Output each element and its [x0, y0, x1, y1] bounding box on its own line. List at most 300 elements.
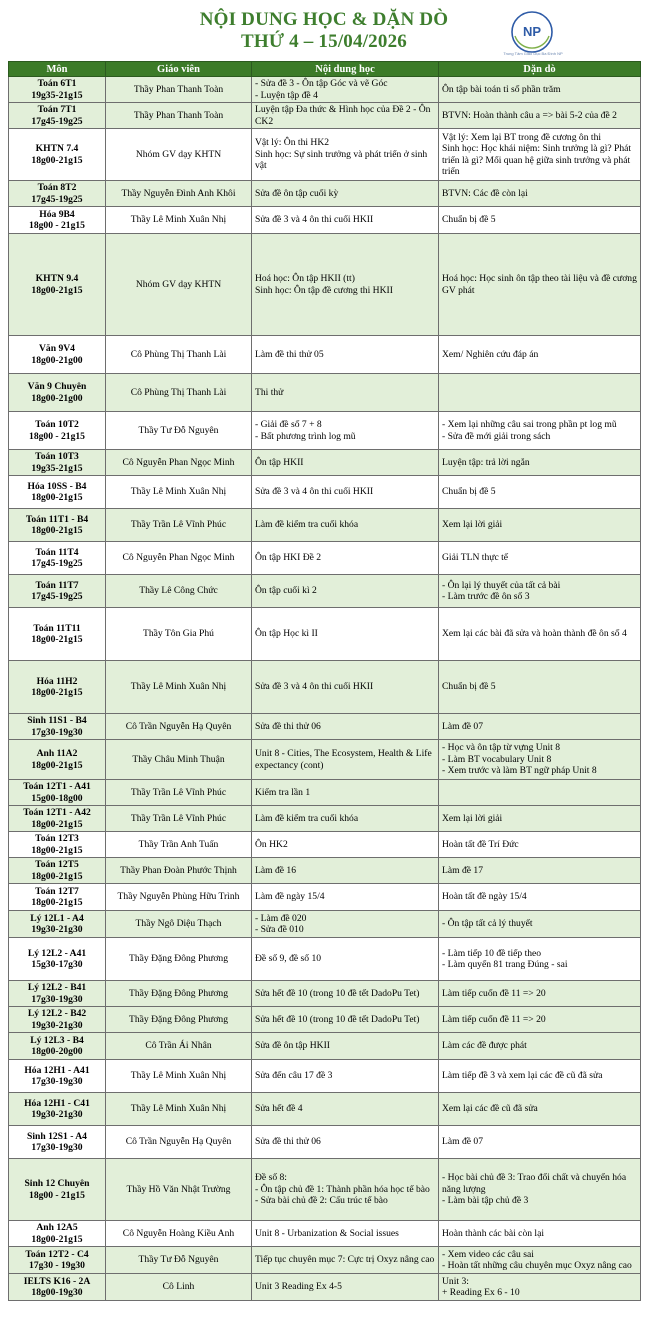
subject-line: Toán 12T3	[35, 833, 79, 844]
content-line: - Làm đề 020	[255, 912, 307, 924]
homework-cell	[439, 608, 641, 661]
page-subtitle-date: THỨ 4 – 15/04/2026	[241, 31, 407, 52]
subject-line: Sinh 12S1 - A4	[27, 1130, 87, 1142]
subject-cell	[9, 1060, 106, 1093]
content-line: Luyện tập Đa thức & Hình học của Đề 2 - Ôn CK2	[255, 104, 431, 127]
homework-line: BTVN: Hoàn thành câu a => bài 5-2 của đề 2	[442, 109, 617, 121]
subject-cell	[9, 1159, 106, 1221]
teacher-cell: Thầy Đặng Đông Phương	[106, 938, 252, 981]
content-line: Unit 8 - Urbanization & Social issues	[255, 1227, 399, 1239]
homework-line: Chuẩn bị đề 5	[442, 486, 496, 498]
homework-cell	[439, 542, 641, 575]
content-cell	[252, 858, 439, 884]
content-cell	[252, 981, 439, 1007]
homework-cell	[439, 938, 641, 981]
subject-line: Anh 12A5	[36, 1222, 78, 1233]
teacher-cell: Thầy Trần Lê Vĩnh Phúc	[106, 780, 252, 806]
subject-cell	[9, 336, 106, 374]
logo-letters: NP	[522, 24, 542, 39]
page-title: NỘI DUNG HỌC & DẶN DÒ	[199, 9, 449, 30]
table-row	[9, 1033, 641, 1060]
homework-cell	[439, 450, 641, 476]
homework-cell	[439, 1247, 641, 1274]
homework-cell	[439, 1093, 641, 1126]
subject-line: Hóa 10SS - B4	[27, 480, 87, 492]
homework-line: Chuẩn bị đề 5	[442, 681, 496, 693]
table-row	[9, 661, 641, 714]
table-header-row	[9, 62, 641, 77]
table-row	[9, 884, 641, 911]
content-line: - Bất phương trình log mũ	[255, 430, 356, 442]
homework-line: - Làm trước đề ôn số 3	[442, 591, 530, 602]
subject-line: 18g00-21g15	[31, 759, 83, 771]
homework-cell	[439, 103, 641, 129]
subject-line: KHTN 7.4	[35, 143, 79, 154]
subject-cell	[9, 207, 106, 234]
subject-line: 17g30-19g30	[31, 1142, 83, 1153]
homework-line: Làm tiếp cuốn đề 11 => 20	[442, 987, 546, 999]
table-row	[9, 1093, 641, 1126]
subject-cell	[9, 476, 106, 509]
homework-line: Làm đề 07	[442, 720, 484, 732]
homework-cell	[439, 1060, 641, 1093]
homework-line: Sinh học: Học khái niệm: Sinh trưởng là gì? Phát triển là gì? Mối quan hệ giữa sinh trưởng và phát triển	[442, 143, 632, 177]
table-row	[9, 938, 641, 981]
content-cell	[252, 1060, 439, 1093]
teacher-cell: Thầy Lê Minh Xuân Nhị	[106, 207, 252, 234]
subject-line: Toán 11T7	[35, 579, 79, 591]
subject-line: 18g00 - 21g15	[29, 430, 85, 442]
homework-line: Làm tiếp cuốn đề 11 => 20	[442, 1013, 546, 1025]
homework-line: Hoàn tất đề ngày 15/4	[442, 891, 527, 903]
homework-line: - Ôn lại lý thuyết của tất cả bài	[442, 579, 561, 591]
teacher-cell: Cô Trần Nguyễn Hạ Quyên	[106, 1126, 252, 1159]
table-row	[9, 780, 641, 806]
table-row	[9, 77, 641, 103]
homework-line: Xem lại các bài đã sửa và hoàn thành đề ôn số 4	[442, 628, 627, 640]
content-cell	[252, 806, 439, 832]
table-row	[9, 103, 641, 129]
table-row	[9, 1126, 641, 1159]
homework-line: Xem lại lời giải	[442, 519, 503, 531]
content-cell	[252, 450, 439, 476]
homework-line: Unit 3:	[442, 1275, 469, 1287]
content-cell	[252, 832, 439, 858]
teacher-cell: Thầy Lê Minh Xuân Nhị	[106, 661, 252, 714]
table-row	[9, 181, 641, 207]
content-cell	[252, 714, 439, 740]
subject-line: 15g00-18g00	[31, 792, 83, 804]
content-line: Ôn tập HKII	[255, 456, 304, 468]
subject-cell	[9, 1247, 106, 1274]
subject-line: Hóa 12H1 - C41	[24, 1097, 90, 1109]
subject-cell	[9, 884, 106, 911]
teacher-cell: Thầy Trần Lê Vĩnh Phúc	[106, 806, 252, 832]
content-cell	[252, 234, 439, 336]
homework-line: - Làm BT vocabulary Unit 8	[442, 753, 552, 765]
homework-line: BTVN: Các đề còn lại	[442, 187, 528, 199]
content-cell	[252, 1274, 439, 1301]
teacher-cell: Thầy Nguyễn Phùng Hữu Trình	[106, 884, 252, 911]
subject-cell	[9, 858, 106, 884]
subject-line: 18g00-21g15	[31, 525, 83, 536]
content-line: Đề số 9, đề số 10	[255, 953, 322, 965]
homework-line: - Học và ôn tập từ vựng Unit 8	[442, 742, 561, 754]
subject-line: Lý 12L2 - B41	[27, 982, 87, 993]
subject-line: Lý 12L2 - B42	[27, 1008, 87, 1019]
homework-line: Làm tiếp đề 3 và xem lại các đề cũ đã sửa	[442, 1070, 603, 1082]
homework-cell	[439, 806, 641, 832]
content-cell	[252, 1033, 439, 1060]
table-row	[9, 476, 641, 509]
homework-cell	[439, 714, 641, 740]
table-row	[9, 412, 641, 450]
content-cell	[252, 661, 439, 714]
subject-line: 17g30-19g30	[31, 993, 83, 1005]
subject-line: Lý 12L2 - A41	[27, 947, 87, 959]
content-line: Kiểm tra lần 1	[255, 786, 311, 798]
subject-cell	[9, 181, 106, 207]
subject-line: 17g45-19g25	[31, 591, 83, 602]
content-line: Làm đề kiểm tra cuối khóa	[255, 519, 359, 531]
content-cell	[252, 207, 439, 234]
homework-line: Vật lý: Xem lại BT trong đề cương ôn thi	[442, 131, 602, 143]
homework-cell	[439, 740, 641, 780]
teacher-cell: Thầy Lê Minh Xuân Nhị	[106, 476, 252, 509]
homework-cell	[439, 981, 641, 1007]
content-line: Sửa đề thi thử 06	[255, 1136, 321, 1148]
homework-line: Hoàn thành các bài còn lại	[442, 1227, 545, 1239]
teacher-cell: Nhóm GV dạy KHTN	[106, 129, 252, 181]
subject-line: Toán 7T1	[37, 104, 77, 115]
homework-line: - Hoàn tất những câu chuyên mục Oxyz nâng cao	[442, 1260, 632, 1271]
table-row	[9, 450, 641, 476]
subject-line: 18g00-19g30	[31, 1287, 83, 1298]
content-line: Sinh học: Ôn tập đề cương thi HKII	[255, 284, 393, 296]
subject-line: Hóa 12H1 - A41	[24, 1064, 90, 1076]
subject-line: Lý 12L3 - B4	[30, 1034, 84, 1046]
content-cell	[252, 575, 439, 608]
subject-line: 19g30-21g30	[31, 1109, 83, 1120]
subject-cell	[9, 806, 106, 832]
subject-line: 17g45-19g25	[31, 193, 83, 205]
content-cell	[252, 1221, 439, 1247]
homework-cell	[439, 832, 641, 858]
homework-cell	[439, 1033, 641, 1060]
subject-line: Toán 12T1 - A42	[23, 807, 91, 818]
subject-cell	[9, 103, 106, 129]
center-logo-icon	[510, 10, 554, 54]
subject-line: Toán 11T1 - B4	[25, 513, 89, 525]
schedule-table	[8, 61, 641, 1301]
subject-line: Toán 12T5	[35, 859, 79, 870]
table-row	[9, 207, 641, 234]
content-cell	[252, 542, 439, 575]
content-line: Sửa đề 3 và 4 ôn thi cuối HKII	[255, 486, 374, 498]
subject-cell	[9, 938, 106, 981]
homework-cell	[439, 234, 641, 336]
homework-line: Giải TLN thực tế	[442, 552, 509, 564]
content-line: Unit 3 Reading Ex 4-5	[255, 1281, 342, 1293]
homework-cell	[439, 207, 641, 234]
subject-line: Toán 11T4	[35, 546, 79, 558]
teacher-cell: Thầy Lê Minh Xuân Nhị	[106, 1060, 252, 1093]
content-line: Sửa đề thi thử 06	[255, 720, 321, 732]
content-line: Hoá học: Ôn tập HKII (tt)	[255, 273, 355, 284]
content-cell	[252, 1247, 439, 1274]
subject-line: 18g00-21g15	[31, 492, 83, 503]
schedule-body	[9, 77, 641, 1301]
subject-line: IELTS K16 - 2A	[23, 1275, 91, 1287]
content-cell	[252, 77, 439, 103]
content-cell	[252, 336, 439, 374]
homework-line: Xem/ Nghiên cứu đáp án	[442, 348, 539, 360]
content-cell	[252, 740, 439, 780]
subject-line: 18g00-21g15	[31, 154, 83, 166]
subject-line: Toán 10T3	[35, 451, 79, 462]
content-cell	[252, 476, 439, 509]
homework-line: Hoàn tất đề Trí Đức	[442, 838, 519, 850]
table-row	[9, 1247, 641, 1274]
subject-cell	[9, 1033, 106, 1060]
content-cell	[252, 374, 439, 412]
table-row	[9, 234, 641, 336]
subject-line: 18g00-21g15	[31, 634, 83, 645]
homework-line: - Ôn tập tất cả lý thuyết	[442, 918, 533, 930]
subject-line: 18g00-21g15	[31, 687, 83, 698]
subject-line: 17g45-19g25	[31, 558, 83, 569]
subject-line: 18g00-21g00	[31, 392, 83, 404]
homework-cell	[439, 575, 641, 608]
content-line: - Ôn tập chủ đề 1: Thành phần hóa học tế bào	[255, 1183, 430, 1195]
table-row	[9, 374, 641, 412]
subject-line: 18g00-21g15	[31, 818, 83, 830]
subject-cell	[9, 542, 106, 575]
column-header-teacher: Giáo viên	[106, 62, 252, 77]
content-line: Sửa đề ôn tập HKII	[255, 1040, 331, 1052]
content-line: Sửa đề 3 và 4 ôn thi cuối HKII	[255, 214, 374, 226]
content-line: Vật lý: Ôn thi HK2	[255, 137, 330, 149]
table-row	[9, 1060, 641, 1093]
table-row	[9, 509, 641, 542]
teacher-cell: Thầy Ngô Diệu Thạch	[106, 911, 252, 938]
subject-line: 18g00-21g15	[31, 284, 83, 296]
subject-cell	[9, 608, 106, 661]
teacher-cell: Cô Phùng Thị Thanh Lài	[106, 374, 252, 412]
content-line: Sửa hết đề 4	[255, 1103, 303, 1115]
content-line: Làm đề kiểm tra cuối khóa	[255, 812, 359, 824]
subject-cell	[9, 740, 106, 780]
homework-line: - Xem video các câu sai	[442, 1248, 534, 1260]
subject-line: 19g30-21g30	[31, 1019, 83, 1031]
homework-line: Luyện tập: trả lời ngắn	[442, 456, 530, 468]
subject-line: Anh 11A2	[36, 748, 78, 759]
subject-cell	[9, 832, 106, 858]
subject-line: 18g00-21g15	[31, 870, 83, 882]
teacher-cell: Thầy Tư Đỗ Nguyên	[106, 412, 252, 450]
subject-line: 15g30-17g30	[31, 959, 83, 970]
homework-line: Làm đề 17	[442, 864, 484, 876]
subject-cell	[9, 129, 106, 181]
subject-cell	[9, 1007, 106, 1033]
subject-line: 17g30-19g30	[31, 1076, 83, 1087]
content-cell	[252, 103, 439, 129]
content-line: Ôn tập HKI Đề 2	[255, 552, 322, 564]
table-row	[9, 806, 641, 832]
content-line: - Luyện tập đề 4	[255, 89, 318, 101]
subject-line: Toán 8T2	[37, 182, 77, 193]
homework-line: - Xem lại những câu sai trong phần pt log mũ	[442, 419, 617, 430]
subject-line: 17g30-19g30	[31, 726, 83, 738]
subject-line: Hóa 11H2	[36, 675, 78, 687]
subject-line: Toán 6T1	[37, 78, 77, 89]
teacher-cell: Cô Trần Ái Nhân	[106, 1033, 252, 1060]
subject-line: 18g00-21g15	[31, 844, 83, 856]
subject-line: Sinh 12 Chuyên	[24, 1178, 90, 1189]
content-line: - Sửa đề 3 - Ôn tập Góc và vẽ Góc	[255, 78, 388, 89]
content-line: Tiếp tục chuyên mục 7: Cực trị Oxyz nâng cao	[255, 1254, 435, 1266]
subject-line: Văn 9V4	[39, 343, 75, 354]
content-line: Ôn HK2	[255, 838, 288, 850]
content-line: - Sửa bài chủ đề 2: Cấu trúc tế bào	[255, 1195, 388, 1207]
homework-cell	[439, 476, 641, 509]
content-line: Làm đề 16	[255, 864, 297, 876]
subject-cell	[9, 412, 106, 450]
homework-line: - Làm quyển 81 trang Đúng - sai	[442, 959, 568, 970]
subject-line: KHTN 9.4	[35, 273, 79, 284]
homework-line: - Làm tiếp 10 đề tiếp theo	[442, 947, 542, 959]
teacher-cell: Thầy Nguyễn Đình Anh Khôi	[106, 181, 252, 207]
content-cell	[252, 608, 439, 661]
table-row	[9, 1159, 641, 1221]
content-line: Sửa hết đề 10 (trong 10 đề tết DadoPu Tet)	[255, 1013, 420, 1025]
homework-line: - Học bài chủ đề 3: Trao đổi chất và chuyển hóa năng lượng	[442, 1172, 627, 1195]
content-cell	[252, 1126, 439, 1159]
table-row	[9, 129, 641, 181]
content-cell	[252, 412, 439, 450]
subject-line: Lý 12L1 - A4	[30, 912, 84, 924]
subject-cell	[9, 1221, 106, 1247]
homework-cell	[439, 129, 641, 181]
teacher-cell: Thầy Lê Minh Xuân Nhị	[106, 1093, 252, 1126]
table-row	[9, 336, 641, 374]
teacher-cell: Thầy Phan Thanh Toàn	[106, 103, 252, 129]
content-line: Unit 8 - Cities, The Ecosystem, Health & Life expectancy (cont)	[255, 748, 432, 771]
subject-line: Sinh 11S1 - B4	[27, 715, 87, 726]
teacher-cell: Thầy Phan Đoàn Phước Thịnh	[106, 858, 252, 884]
homework-cell	[439, 780, 641, 806]
subject-cell	[9, 234, 106, 336]
table-row	[9, 981, 641, 1007]
subject-line: Văn 9 Chuyên	[27, 381, 87, 392]
teacher-cell: Cô Linh	[106, 1274, 252, 1301]
subject-line: 18g00-21g15	[31, 897, 83, 908]
teacher-cell: Cô Phùng Thị Thanh Lài	[106, 336, 252, 374]
homework-line: + Reading Ex 6 - 10	[442, 1287, 520, 1298]
table-row	[9, 740, 641, 780]
content-cell	[252, 129, 439, 181]
homework-cell	[439, 509, 641, 542]
content-line: Thi thử	[255, 386, 284, 398]
homework-line: Làm các đề được phát	[442, 1040, 527, 1052]
teacher-cell: Cô Nguyễn Phan Ngọc Minh	[106, 542, 252, 575]
subject-line: Toán 11T11	[33, 622, 81, 634]
table-row	[9, 1274, 641, 1301]
content-cell	[252, 938, 439, 981]
table-row	[9, 832, 641, 858]
subject-cell	[9, 509, 106, 542]
content-line: Ôn tập Học kì II	[255, 628, 318, 640]
column-header-homework: Dặn dò	[439, 62, 641, 77]
homework-line: Ôn tập bài toán tỉ số phần trăm	[442, 83, 561, 95]
content-cell	[252, 181, 439, 207]
content-cell	[252, 1007, 439, 1033]
subject-line: Toán 10T2	[35, 419, 79, 430]
subject-cell	[9, 1093, 106, 1126]
homework-line: - Sửa đề mới giải trong sách	[442, 430, 551, 442]
subject-cell	[9, 714, 106, 740]
table-row	[9, 608, 641, 661]
homework-line: Xem lại lời giải	[442, 812, 503, 824]
subject-cell	[9, 450, 106, 476]
homework-cell	[439, 181, 641, 207]
subject-line: Hóa 9B4	[39, 208, 75, 220]
subject-cell	[9, 77, 106, 103]
teacher-cell: Thầy Lê Công Chức	[106, 575, 252, 608]
column-header-subject: Môn	[9, 62, 106, 77]
table-row	[9, 1007, 641, 1033]
subject-line: 18g00-20g00	[31, 1046, 83, 1057]
homework-cell	[439, 77, 641, 103]
table-row	[9, 911, 641, 938]
content-line: Sinh học: Sự sinh trưởng và phát triển ở sinh vật	[255, 148, 428, 172]
content-cell	[252, 1093, 439, 1126]
subject-line: 18g00-21g00	[31, 354, 83, 366]
subject-cell	[9, 661, 106, 714]
subject-line: Toán 12T1 - A41	[23, 781, 91, 792]
subject-cell	[9, 575, 106, 608]
content-cell	[252, 911, 439, 938]
teacher-cell: Nhóm GV dạy KHTN	[106, 234, 252, 336]
table-row	[9, 542, 641, 575]
subject-line: 19g30-21g30	[31, 924, 83, 935]
homework-line: Xem lại các đề cũ đã sửa	[442, 1103, 538, 1115]
content-cell	[252, 1159, 439, 1221]
homework-cell	[439, 911, 641, 938]
homework-line: - Xem trước và làm BT ngữ pháp Unit 8	[442, 765, 597, 777]
subject-line: 18g00 - 21g15	[29, 220, 85, 231]
table-row	[9, 714, 641, 740]
homework-cell	[439, 1159, 641, 1221]
table-row	[9, 575, 641, 608]
subject-line: Toán 12T7	[35, 885, 79, 897]
subject-cell	[9, 981, 106, 1007]
homework-line: Chuẩn bị đề 5	[442, 214, 496, 226]
table-row	[9, 1221, 641, 1247]
content-line: Làm đề thi thử 05	[255, 348, 324, 360]
teacher-cell: Thầy Tư Đỗ Nguyên	[106, 1247, 252, 1274]
subject-cell	[9, 911, 106, 938]
subject-cell	[9, 374, 106, 412]
subject-cell	[9, 780, 106, 806]
teacher-cell: Thầy Trần Lê Vĩnh Phúc	[106, 509, 252, 542]
table-row	[9, 858, 641, 884]
teacher-cell: Thầy Đặng Đông Phương	[106, 1007, 252, 1033]
subject-line: 17g45-19g25	[31, 115, 83, 127]
teacher-cell: Cô Trần Nguyễn Hạ Quyên	[106, 714, 252, 740]
subject-cell	[9, 1126, 106, 1159]
homework-cell	[439, 374, 641, 412]
